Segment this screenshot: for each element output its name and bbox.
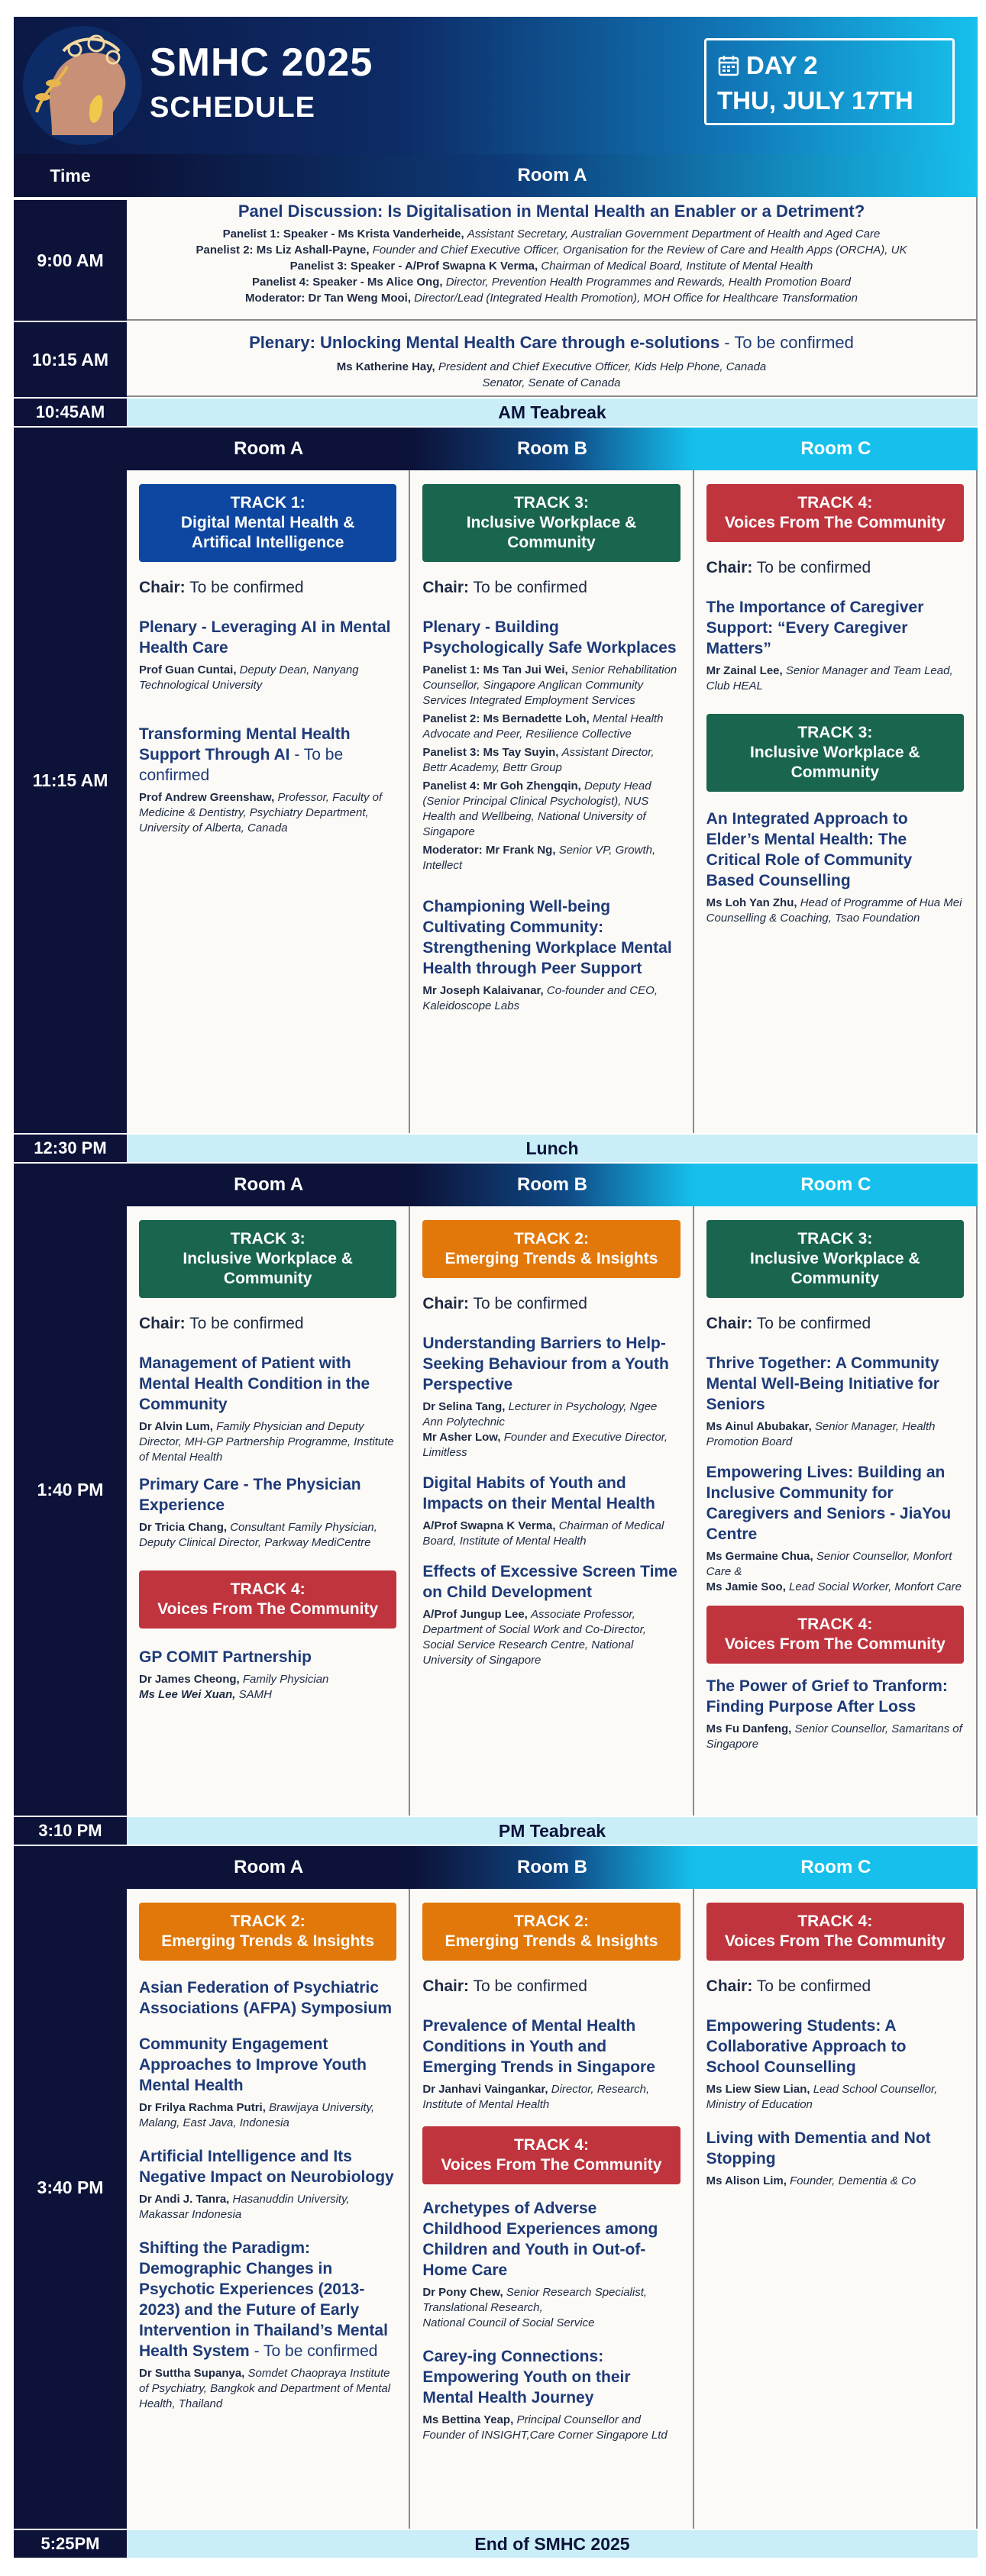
panel-discussion	[127, 197, 978, 321]
track-badge: TRACK 4: Voices From The Community	[706, 1903, 964, 1961]
track-badge: TRACK 4: Voices From The Community	[139, 1570, 396, 1629]
chair-line: Chair: To be confirmed	[422, 1295, 587, 1312]
room-a-sessions	[127, 1889, 409, 2529]
speaker: A/Prof Jungup Lee, Associate Professor, Department of Social Work and Co-Director, Social Service Research Centre, National University of Singapore	[422, 1608, 646, 1667]
calendar-icon	[717, 54, 740, 77]
time-slot-1230: 12:30 PM	[14, 1135, 127, 1162]
session-title: Digital Habits of Youth and Impacts on their Mental Health	[422, 1474, 655, 1512]
room-c-sessions	[693, 1206, 976, 1816]
speaker: Dr Tricia Chang, Consultant Family Physician, Deputy Clinical Director, Parkway MediCentre	[139, 1521, 377, 1549]
panelist-line: Panelist 4: Speaker - Ms Alice Ong, Director, Prevention Health Programmes and Rewards, Health Promotion Board	[252, 276, 851, 289]
room-b-sessions	[409, 470, 692, 1133]
sessions-1115	[127, 470, 978, 1133]
track-badge: TRACK 1: Digital Mental Health & Artifical Intelligence	[139, 484, 396, 562]
speaker: Prof Guan Cuntai, Deputy Dean, Nanyang Technological University	[139, 663, 359, 692]
conference-title: SMHC 2025	[150, 40, 373, 85]
day-label: DAY 2	[746, 51, 818, 79]
panelist-line: Panelist 1: Speaker - Ms Krista Vanderheide, Assistant Secretary, Australian Government Department of Health and Aged Care	[222, 228, 881, 240]
session-title: Archetypes of Adverse Childhood Experiences among Children and Youth in Out-of-Home Care	[422, 2200, 658, 2279]
panelist: Panelist 1: Ms Tan Jui Wei, Senior Rehabilitation Counsellor, Singapore Anglican Community Services Integrated Employment Services	[422, 663, 677, 707]
room-a-header: Room A	[127, 1846, 410, 1889]
panelist-line: Panelist 3: Speaker - A/Prof Swapna K Verma, Chairman of Medical Board, Institute of Mental Health	[289, 260, 813, 273]
speaker: Ms Bettina Yeap, Principal Counsellor and Founder of INSIGHT,Care Corner Singapore Ltd	[422, 2413, 668, 2442]
speaker: Dr Janhavi Vaingankar, Director, Research, Institute of Mental Health	[422, 2083, 650, 2111]
room-header-row	[127, 1164, 978, 1206]
session-title: Empowering Students: A Collaborative Approach to School Counselling	[706, 2017, 907, 2076]
date-label: THU, JULY 17TH	[717, 86, 913, 115]
room-a-header: Room A	[127, 428, 410, 470]
speaker: Ms Alison Lim, Founder, Dementia & Co	[706, 2174, 916, 2187]
speaker: Dr Suttha Supanya, Somdet Chaopraya Institute of Psychiatry, Bangkok and Department of Mental Health, Thailand	[139, 2367, 391, 2410]
sessions-340	[127, 1889, 978, 2529]
speaker: Dr Selina Tang, Lecturer in Psychology, Ngee Ann Polytechnic Mr Asher Low, Founder and Executive Director, Limitless	[422, 1400, 668, 1459]
session-title: Carey-ing Connections: Empowering Youth on their Mental Health Journey	[422, 2348, 631, 2407]
plenary-speaker-role: Senator, Senate of Canada	[482, 376, 621, 389]
chair-line: Chair: To be confirmed	[706, 1315, 871, 1332]
room-c-sessions	[693, 1889, 976, 2529]
room-b-header: Room B	[410, 428, 693, 470]
schedule-subtitle: SCHEDULE	[150, 92, 316, 124]
time-slot-1015: 10:15 AM	[14, 322, 127, 397]
head-brain-logo-icon	[21, 21, 144, 150]
room-header-row	[127, 428, 978, 470]
track-badge: TRACK 4: Voices From The Community	[706, 1606, 964, 1664]
chair-line: Chair: To be confirmed	[139, 1315, 304, 1332]
speaker: Ms Loh Yan Zhu, Head of Programme of Hua Mei Counselling & Coaching, Tsao Foundation	[706, 896, 962, 925]
chair-line: Chair: To be confirmed	[706, 559, 871, 576]
panelist-line: Panelist 2: Ms Liz Ashall-Payne, Founder and Chief Executive Officer, Organisation for the Review of Care and Health Apps (ORCHA), UK	[196, 244, 907, 257]
plenary-speaker: Ms Katherine Hay, President and Chief Executive Officer, Kids Help Phone, Canada	[336, 360, 767, 373]
track-badge: TRACK 3: Inclusive Workplace & Community	[706, 714, 964, 792]
chair-line: Chair: To be confirmed	[139, 579, 304, 596]
session-title: Community Engagement Approaches to Improve Youth Mental Health	[139, 2035, 367, 2094]
session-title: The Power of Grief to Tranform: Finding Purpose After Loss	[706, 1677, 948, 1716]
session-title: Primary Care - The Physician Experience	[139, 1476, 361, 1514]
track-badge: TRACK 4: Voices From The Community	[422, 2126, 680, 2184]
time-slot-900: 9:00 AM	[14, 199, 127, 321]
session-title: Artificial Intelligence and Its Negative Impact on Neurobiology	[139, 2148, 394, 2186]
session-title: An Integrated Approach to Elder’s Mental Health: The Critical Role of Community Based Counselling	[706, 810, 913, 889]
speaker: Dr James Cheong, Family Physician Ms Lee Wei Xuan, SAMH	[139, 1673, 329, 1701]
room-c-sessions	[693, 470, 976, 1133]
room-c-header: Room C	[694, 1846, 978, 1889]
speaker: Dr Andi J. Tanra, Hasanuddin University, Makassar Indonesia	[139, 2193, 350, 2221]
speaker: Ms Germaine Chua, Senior Counsellor, Monfort Care & Ms Jamie Soo, Lead Social Worker, Monfort Care	[706, 1550, 962, 1593]
am-teabreak-band: AM Teabreak	[127, 399, 978, 426]
room-c-header: Room C	[694, 428, 978, 470]
time-column-header: Time	[14, 154, 127, 197]
panelist: Panelist 4: Mr Goh Zhengqin, Deputy Head (Senior Principal Clinical Psychologist), NUS Health and Wellbeing, National University of Singapore	[422, 780, 651, 838]
session-title: Management of Patient with Mental Health Condition in the Community	[139, 1354, 370, 1413]
session-title: Prevalence of Mental Health Conditions in Youth and Emerging Trends in Singapore	[422, 2017, 655, 2076]
panelist: Panelist 3: Ms Tay Suyin, Assistant Director, Bettr Academy, Bettr Group	[422, 746, 655, 774]
room-header-row	[127, 1846, 978, 1889]
time-slot-1115: 11:15 AM	[14, 428, 127, 1133]
session-title: Transforming Mental Health Support Through AI - To be confirmed	[139, 725, 351, 784]
session-title: Effects of Excessive Screen Time on Child Development	[422, 1563, 677, 1601]
lunch-band: Lunch	[127, 1135, 978, 1162]
session-title: Championing Well-being Cultivating Community: Strengthening Workplace Mental Health through Peer Support	[422, 898, 672, 977]
room-a-sessions	[127, 1206, 409, 1816]
session-title: Plenary - Leveraging AI in Mental Health Care	[139, 618, 391, 657]
track-badge: TRACK 2: Emerging Trends & Insights	[422, 1220, 680, 1278]
time-slot-310: 3:10 PM	[14, 1817, 127, 1845]
speaker: Ms Fu Danfeng, Senior Counsellor, Samaritans of Singapore	[706, 1722, 962, 1751]
track-badge: TRACK 4: Voices From The Community	[706, 484, 964, 542]
moderator: Moderator: Mr Frank Ng, Senior VP, Growth, Intellect	[422, 844, 656, 872]
room-b-sessions	[409, 1889, 692, 2529]
speaker: Ms Ainul Abubakar, Senior Manager, Health Promotion Board	[706, 1420, 936, 1448]
session-title: Understanding Barriers to Help-Seeking Behaviour from a Youth Perspective	[422, 1335, 669, 1393]
chair-line: Chair: To be confirmed	[706, 1977, 871, 1995]
pm-teabreak-band: PM Teabreak	[127, 1817, 978, 1845]
time-slot-140: 1:40 PM	[14, 1164, 127, 1816]
sessions-140	[127, 1206, 978, 1816]
end-band: End of SMHC 2025	[127, 2530, 978, 2558]
speaker: Ms Liew Siew Lian, Lead School Counsellor, Ministry of Education	[706, 2083, 938, 2111]
day-badge	[704, 38, 955, 125]
speaker: Prof Andrew Greenshaw, Professor, Faculty of Medicine & Dentistry, Psychiatry Department, University of Alberta, Canada	[139, 791, 383, 834]
schedule-header	[14, 17, 978, 154]
session-title: Plenary - Building Psychologically Safe Workplaces	[422, 618, 677, 657]
panel-title: Panel Discussion: Is Digitalisation in Mental Health an Enabler or a Detriment?	[238, 202, 865, 221]
room-a-sessions	[127, 470, 409, 1133]
speaker: Dr Alvin Lum, Family Physician and Deputy Director, MH-GP Partnership Programme, Institute of Mental Health	[139, 1420, 394, 1464]
session-title: Shifting the Paradigm: Demographic Changes in Psychotic Experiences (2013-2023) and the Future of Early Intervention in Thailand’s Mental Health System - To be confirmed	[139, 2239, 388, 2360]
chair-line: Chair: To be confirmed	[422, 579, 587, 596]
session-title: Asian Federation of Psychiatric Associations (AFPA) Symposium	[139, 1979, 392, 2017]
session-title: Empowering Lives: Building an Inclusive Community for Caregivers and Seniors - JiaYou Centre	[706, 1464, 952, 1543]
session-title: The Importance of Caregiver Support: “Every Caregiver Matters”	[706, 599, 924, 657]
speaker: Mr Joseph Kalaivanar, Co-founder and CEO, Kaleidoscope Labs	[422, 984, 658, 1012]
room-a-header: Room A	[127, 1164, 410, 1206]
room-b-header: Room B	[410, 1164, 693, 1206]
session-title: GP COMIT Partnership	[139, 1648, 312, 1666]
chair-line: Chair: To be confirmed	[422, 1977, 587, 1995]
time-slot-525: 5:25PM	[14, 2530, 127, 2558]
room-a-header: Room A	[127, 154, 978, 197]
speaker: Dr Frilya Rachma Putri, Brawijaya University, Malang, East Java, Indonesia	[139, 2101, 375, 2129]
plenary-title: Plenary: Unlocking Mental Health Care through e-solutions - To be confirmed	[249, 333, 854, 352]
moderator-line: Moderator: Dr Tan Weng Mooi, Director/Lead (Integrated Health Promotion), MOH Office for Healthcare Transformation	[245, 292, 858, 305]
room-b-sessions	[409, 1206, 692, 1816]
speaker: A/Prof Swapna K Verma, Chairman of Medical Board, Institute of Mental Health	[422, 1519, 664, 1548]
plenary-session	[127, 321, 978, 397]
session-title: Thrive Together: A Community Mental Well-Being Initiative for Seniors	[706, 1354, 939, 1413]
time-slot-340: 3:40 PM	[14, 1846, 127, 2529]
speaker: Mr Zainal Lee, Senior Manager and Team Lead, Club HEAL	[706, 664, 953, 692]
track-badge: TRACK 2: Emerging Trends & Insights	[422, 1903, 680, 1961]
track-badge: TRACK 3: Inclusive Workplace & Community	[139, 1220, 396, 1298]
track-badge: TRACK 3: Inclusive Workplace & Community	[422, 484, 680, 562]
track-badge: TRACK 2: Emerging Trends & Insights	[139, 1903, 396, 1961]
track-badge: TRACK 3: Inclusive Workplace & Community	[706, 1220, 964, 1298]
session-title: Living with Dementia and Not Stopping	[706, 2129, 931, 2168]
panelist: Panelist 2: Ms Bernadette Loh, Mental Health Advocate and Peer, Resilience Collective	[422, 712, 664, 741]
room-b-header: Room B	[410, 1846, 693, 1889]
room-c-header: Room C	[694, 1164, 978, 1206]
time-slot-1045: 10:45AM	[14, 399, 127, 426]
speaker: Dr Pony Chew, Senior Research Specialist, Translational Research, National Council of Social Service	[422, 2286, 648, 2329]
